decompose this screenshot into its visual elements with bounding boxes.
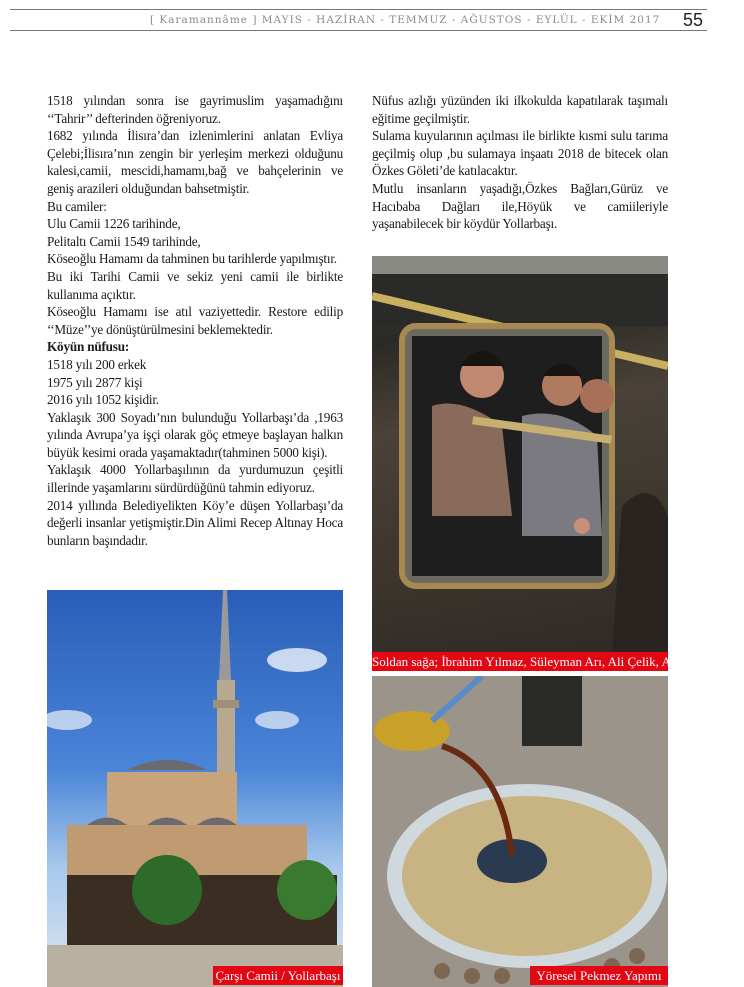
paragraph: Nüfus azlığı yüzünden iki ilkokulda kapatılarak taşımalı eğitime geçilmiştir. xyxy=(372,93,668,126)
paragraph: 2016 yılı 1052 kişidir. xyxy=(47,392,159,408)
pekmez-photo-caption: Yöresel Pekmez Yapımı xyxy=(530,966,668,985)
train-photo xyxy=(372,256,668,652)
paragraph: 1518 yılı 200 erkek xyxy=(47,356,147,372)
mosque-photo-illustration xyxy=(47,590,343,987)
header-rule-top xyxy=(10,9,707,10)
left-text-column xyxy=(47,92,343,549)
paragraph: Köseoğlu Hamamı da tahminen bu tarihlerde yapılmıştır. xyxy=(47,251,337,267)
section-heading: Köyün nüfusu: xyxy=(47,339,130,355)
paragraph: 2014 yıllında Belediyelikten Köy’e düşen Yollarbaşı’da değerli insanlar yetişmiştir.Din Alimi Recep Altınay Hoca bunların başındadır. xyxy=(47,497,343,548)
paragraph: Pelitaltı Camii 1549 tarihinde, xyxy=(47,233,201,249)
right-text-column xyxy=(372,92,668,233)
paragraph: 1682 yılında İlisıra’dan izlenimlerini anlatan Evliya Çelebi;İlisıra’nın zengin bir yerleşim merkezi olduğunu kalesi,camii, mescidi,hamamı,bağ ve bahçelerinin ve geniş arazileri olduğundan bahsetmiştir. xyxy=(47,128,343,196)
mosque-photo xyxy=(47,590,343,987)
train-photo-caption: Soldan sağa; İbrahim Yılmaz, Süleyman Arı, Ali Çelik, Ali Özenç xyxy=(372,654,715,669)
paragraph: Mutlu insanların yaşadığı,Özkes Bağları,Gürüz ve Hacıbaba Dağları ile,Höyük ve camiileriyle yaşanabilecek bir köydür Yollarbaşı. xyxy=(372,180,668,232)
paragraph: 1975 yılı 2877 kişi xyxy=(47,374,143,390)
running-header: [ Karamannâme ] MAYIS - HAZİRAN - TEMMUZ - AĞUSTOS - EYLÜL - EKİM 2017 xyxy=(150,14,661,26)
paragraph: Ulu Camii 1226 tarihinde, xyxy=(47,216,181,232)
paragraph: Yaklaşık 300 Soyadı’nın bulunduğu Yollarbaşı’da ,1963 yılında Avrupa’ya işçi olarak göç etmeye başlayan halkın büyük kesimi orada yaşamaktadır(tahminen 5000 kişi). xyxy=(47,409,343,460)
paragraph: Köseoğlu Hamamı ise atıl vaziyettedir. Restore edilip ‘‘Müze’’ye dönüştürülmesini beklemektedir. xyxy=(47,304,343,337)
paragraph: Bu iki Tarihi Camii ve sekiz yeni camii ile birlikte kullanıma açıktır. xyxy=(47,268,343,302)
pekmez-photo xyxy=(372,676,668,987)
train-photo-illustration xyxy=(372,256,668,652)
paragraph: 1518 yılından sonra ise gayrimuslim yaşamadığını ‘‘Tahrir’’ defterinden öğreniyoruz. xyxy=(47,93,343,126)
page-number: 55 xyxy=(683,10,704,30)
header-rule-bottom xyxy=(10,30,707,31)
paragraph: Bu camiler: xyxy=(47,198,107,214)
paragraph: Yaklaşık 4000 Yollarbaşılının da yurdumuzun çeşitli illerinde yaşamlarını sürdürdüğünü tahmin ediyoruz. xyxy=(47,462,343,496)
mosque-photo-caption: Çarşı Camii / Yollarbaşı xyxy=(213,966,343,985)
pekmez-photo-illustration xyxy=(372,676,668,987)
paragraph: Sulama kuyularının açılması ile birlikte kısmi sulu tarıma geçilmiş olup ,bu sulamaya inşaatı 2018 de bitecek olan Özkes Göleti’de katılacaktır. xyxy=(372,128,668,179)
